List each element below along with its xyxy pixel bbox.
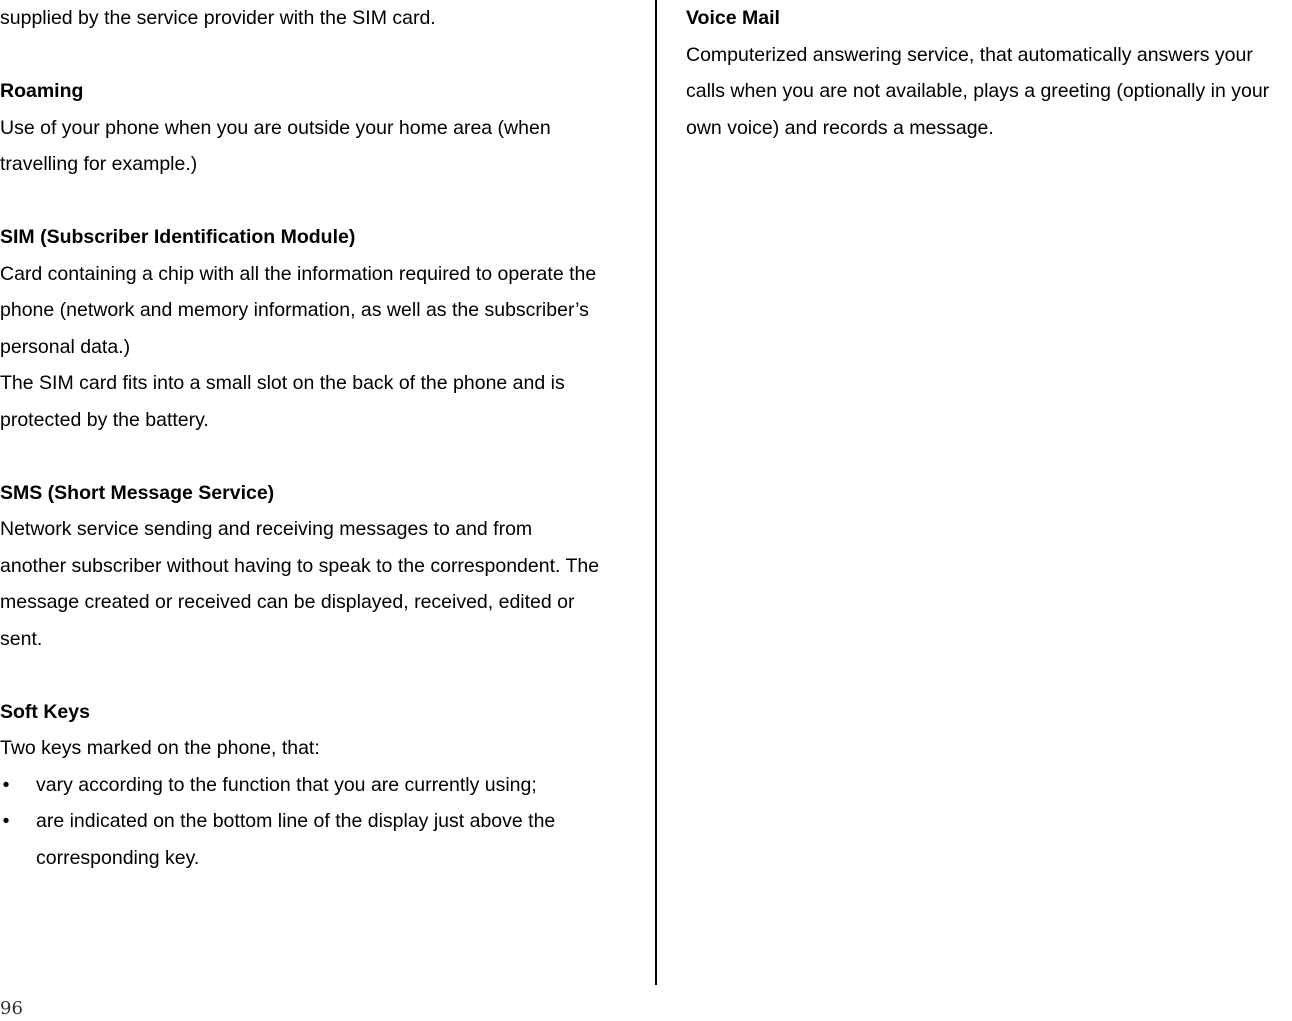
definition-line: own voice) and records a message. [686, 116, 994, 139]
definition-line: sent. [0, 627, 43, 650]
spacer [0, 183, 630, 220]
spacer [0, 657, 630, 694]
bullet-icon: • [2, 810, 10, 832]
term-roaming: Roaming [0, 80, 84, 102]
definition-line: Network service sending and receiving messages to and from [0, 518, 533, 540]
definition-line: Two keys marked on the phone, that: [0, 737, 320, 759]
bullet-text: are indicated on the bottom line of the display just above the corresponding key. [36, 810, 556, 869]
definition-line: Use of your phone when you are outside your home area (when [0, 116, 551, 139]
glossary-entry-roaming [0, 73, 630, 183]
spacer [0, 37, 630, 74]
page-number: 96 [0, 998, 23, 1019]
column-divider [655, 0, 657, 985]
continued-text: supplied by the service provider with the SIM card. [0, 7, 436, 29]
bullet-item [0, 767, 630, 804]
glossary-entry-soft-keys [0, 694, 630, 877]
definition-line: personal data.) [0, 335, 131, 358]
term-voice-mail: Voice Mail [686, 7, 780, 29]
glossary-entry-voice-mail [686, 0, 1292, 146]
glossary-entry-sms [0, 475, 630, 658]
spacer [0, 438, 630, 475]
definition-line: another subscriber without having to speak to the correspondent. The [0, 554, 600, 577]
term-soft-keys: Soft Keys [0, 700, 90, 723]
definition-line: calls when you are not available, plays a greeting (optionally in your [686, 80, 1270, 102]
left-column [0, 0, 630, 876]
bullet-text: vary according to the function that you are currently using; [36, 773, 537, 796]
definition-line: phone (network and memory information, as well as the subscriber’s [0, 299, 589, 321]
definition-line: Card containing a chip with all the information required to operate the [0, 262, 597, 285]
definition-line: protected by the battery. [0, 408, 209, 431]
term-sms: SMS (Short Message Service) [0, 481, 275, 504]
right-column [686, 0, 1292, 146]
definition-line: travelling for example.) [0, 153, 198, 175]
bullet-item [0, 803, 596, 876]
term-sim: SIM (Subscriber Identification Module) [0, 226, 356, 248]
bullet-icon: • [2, 773, 10, 796]
definition-line: message created or received can be displayed, received, edited or [0, 591, 575, 613]
definition-line: Computerized answering service, that automatically answers your [686, 43, 1253, 66]
glossary-entry-sim [0, 219, 630, 438]
definition-line: The SIM card fits into a small slot on the back of the phone and is [0, 372, 565, 394]
